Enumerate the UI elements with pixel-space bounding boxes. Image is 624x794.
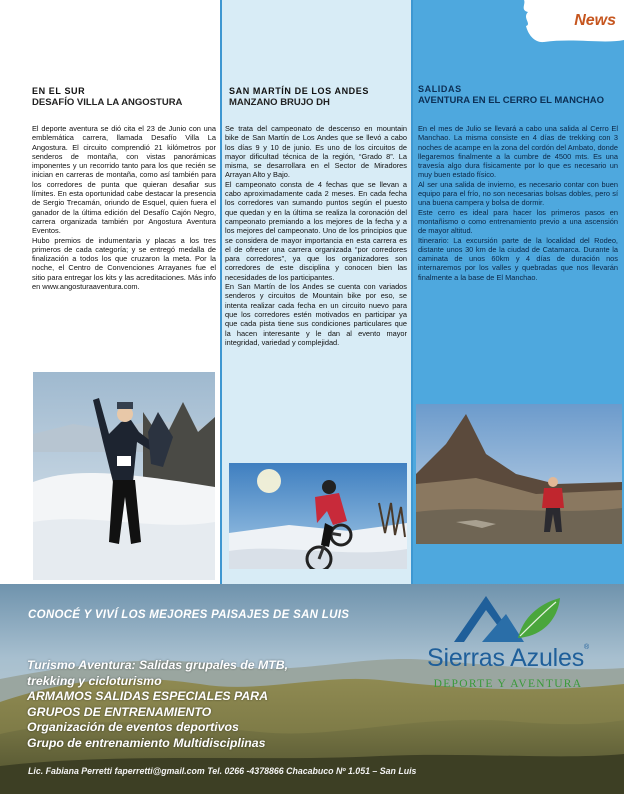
column-title: AVENTURA EN EL CERRO EL MANCHAO xyxy=(418,95,604,106)
column-kicker: EN EL SUR xyxy=(32,86,86,96)
ad-contact-info: Lic. Fabiana Perretti faperretti@gmail.com Tel. 0266 -4378866 Chacabuco Nº 1.051 – San Luis xyxy=(28,766,417,776)
news-label: News xyxy=(574,12,616,29)
column-en-el-sur xyxy=(0,0,221,584)
mountain-bike-photo xyxy=(229,463,407,569)
ad-service-line: Grupo de entrenamiento Multidisciplinas xyxy=(27,735,266,750)
column-body xyxy=(225,124,407,347)
column-kicker: SALIDAS xyxy=(418,84,462,94)
column-header xyxy=(418,84,616,106)
column-divider xyxy=(220,0,222,584)
paragraph: Itinerario: La excursión parte de la localidad del Rodeo, distante unos 30 km de la ciudad de Catamarca. Durante la caminata de unos 60km y 4 días de duración nos internaremos por los valles y quebradas que nos llevarán finalmente a la base de El Manchao. xyxy=(418,235,618,282)
column-header xyxy=(229,86,404,108)
registered-mark: ® xyxy=(584,644,589,651)
paragraph: Se trata del campeonato de descenso en mountain bike de San Martín de Los Andes que se llevó a cabo los días 9 y 10 de junio. Es uno de los circuitos de mayor dificultad técnica de la región, “Grado 8”. La misma, se desarrollara en el Sector de Miradores Arrayan Alto y Bajo. xyxy=(225,124,407,180)
paragraph: Este cerro es ideal para hacer los primeros pasos en montañismo o como entrenamiento previo a una ascensión de mayor altitud. xyxy=(418,207,618,236)
ad-header: CONOCÉ Y VIVÍ LOS MEJORES PAISAJES DE SAN LUIS xyxy=(28,609,350,621)
column-title: MANZANO BRUJO DH xyxy=(229,97,330,108)
paragraph: El deporte aventura se dió cita el 23 de Junio con una emblemática carrera, llamada Desafío Villa La Angostura. El circuito comprendió 21 kilómetros por senderos de montaña, con vistas panorámicas imponentes y un recorrido tanto para los que recién se inician en carreras de montaña, como así también para los corredores de punta que quieran desafiar sus límites. En esta oportunidad cabe destacar la presencia de Sergio Trecamán, oriundo de Esquel, quien fuera el ganador de la última edición del Desafío Cajón Negro, carrera organizada también por Angostura Aventura Eventos. xyxy=(32,124,216,236)
ad-service-line: GRUPOS DE ENTRENAMIENTO xyxy=(27,704,212,719)
column-header xyxy=(32,86,213,108)
column-divider xyxy=(411,0,413,584)
column-salidas xyxy=(412,0,624,584)
column-title: DESAFÍO VILLA LA ANGOSTURA xyxy=(32,97,183,108)
logo-tagline: DEPORTE Y AVENTURA xyxy=(433,678,583,690)
paragraph: En San Martín de los Andes se cuenta con variados senderos y circuitos de Mountain bike por eso, se intenta realizar cada fecha en un circuito nuevo para que los corredores estén motivados en participar ya que cada pista tiene sus condiciones particulares que la hacen interesante y le dan al evento mayor integridad, variedad y complejidad. xyxy=(225,282,407,347)
paragraph: Hubo premios de indumentaria y placas a los tres primeros de cada categoría; y se entregó medalla de finalización a todos los que cruzaron la meta. Por la noche, el Centro de Convenciones Arrayanes fue el sitio para entregar los kits y las acreditaciones. Más info en www.angosturaaventura.com. xyxy=(32,235,216,292)
paragraph: El campeonato consta de 4 fechas que se llevan a cabo aproximadamente cada 2 meses. En cada fecha los corredores van sumando puntos según el puesto que quedan y en la última se realiza la coronación del campeonato premiando a los mejores de la fecha y a los mejores del campeonato. Uno de los principios que se considera de mayor importancia en esta carrera es el de ofrecer una carrera organizada “por corredores para corredores”, ya que los organizadores son corredores de este disciplina y conocen bien las necesidades de los participantes. xyxy=(225,179,407,282)
paragraph: En el mes de Julio se llevará a cabo una salida al Cerro El Manchao. La misma consiste en 4 días de trekking con 3 noches de acampe en la zona del cordón del Ambato, donde llegaremos finalmente a la cumbre de 4500 mts. Es una travesía algo dura físicamente por lo que es necesario un muy buen estado físico. xyxy=(418,124,618,180)
ad-service-line: trekking y cicloturismo xyxy=(27,673,162,688)
logo-name-text: Sierras Azules xyxy=(427,644,585,672)
column-body xyxy=(32,124,216,291)
sierras-azules-ad xyxy=(0,584,624,794)
ad-services-list xyxy=(27,658,447,751)
column-body xyxy=(418,124,618,282)
ad-service-line: ARMAMOS SALIDAS ESPECIALES PARA xyxy=(27,689,268,703)
ad-service-line: Organización de eventos deportivos xyxy=(27,720,239,734)
hiker-mountain-photo xyxy=(416,404,622,544)
mountain-leaf-icon xyxy=(454,592,562,646)
ad-service-line: Turismo Aventura: Salidas grupales de MTB, xyxy=(27,658,289,672)
logo-name xyxy=(410,644,606,673)
news-tab xyxy=(514,0,624,46)
column-san-martin xyxy=(221,0,412,584)
column-kicker: SAN MARTÍN DE LOS ANDES xyxy=(229,86,369,96)
snow-runner-photo xyxy=(33,372,215,580)
sierras-azules-logo xyxy=(410,592,606,696)
paragraph: Al ser una salida de invierno, es necesario contar con buen equipo para el frío, no son necesarias bolsas dobles, pero sí una buena campera y bolsa de dormir. xyxy=(418,179,618,208)
